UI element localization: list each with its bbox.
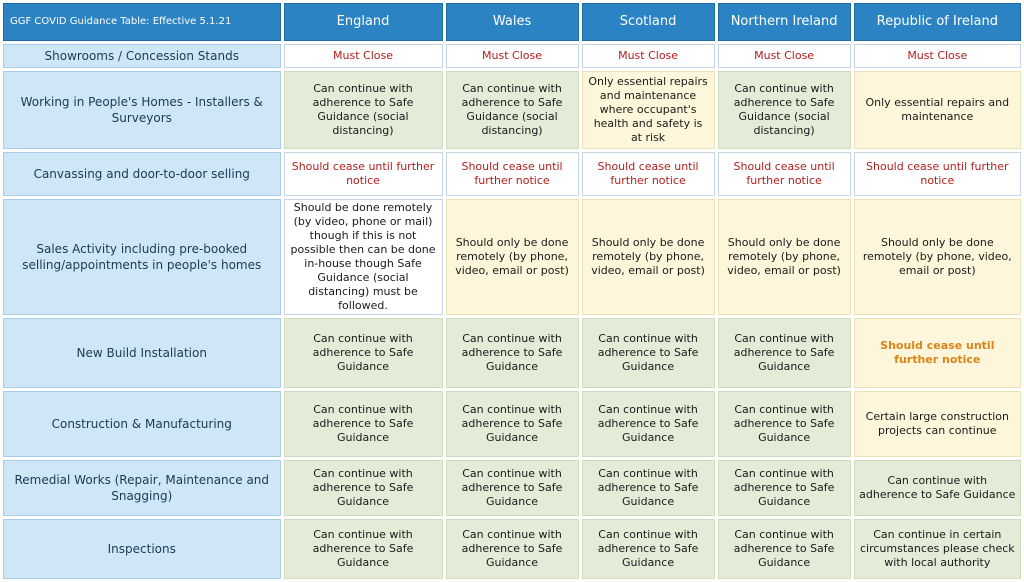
- cell-text: Can continue with adherence to Safe Guidance: [597, 528, 699, 569]
- table-cell: [284, 44, 443, 68]
- table-cell: [446, 71, 579, 149]
- table-cell: [854, 71, 1021, 149]
- cell-text: Can continue with adherence to Safe Guidance: [461, 332, 563, 373]
- table-cell: [284, 152, 443, 196]
- table-row: [3, 391, 1021, 457]
- table-cell: [446, 460, 579, 516]
- cell-text: Should only be done remotely (by phone, video, email or post): [591, 236, 705, 277]
- table-cell: [446, 152, 579, 196]
- table-cell: [854, 391, 1021, 457]
- cell-text: Should only be done remotely (by phone, video, email or post): [727, 236, 841, 277]
- column-header-republic-of-ireland: Republic of Ireland: [854, 3, 1021, 41]
- table-cell: [284, 71, 443, 149]
- cell-text: Must Close: [907, 49, 968, 62]
- table-cell: [446, 44, 579, 68]
- cell-text: Must Close: [333, 49, 393, 62]
- table-cell: [284, 460, 443, 516]
- cell-text: Only essential repairs and maintenance where occupant's health and safety is at risk: [588, 75, 708, 144]
- table-cell: [854, 519, 1021, 579]
- column-header-england: England: [284, 3, 443, 41]
- row-header: Working in People's Homes - Installers & Surveyors: [3, 71, 281, 149]
- cell-text: Should only be done remotely (by phone, video, email or post): [455, 236, 569, 277]
- cell-text: Should cease until further notice: [597, 160, 699, 187]
- table-cell: [854, 460, 1021, 516]
- table-cell: [582, 199, 715, 315]
- table-cell: [284, 318, 443, 388]
- row-header: New Build Installation: [3, 318, 281, 388]
- cell-text: Can continue with adherence to Safe Guidance (social distancing): [461, 82, 563, 137]
- table-cell: [582, 519, 715, 579]
- cell-text: Can continue with adherence to Safe Guidance: [733, 528, 835, 569]
- cell-text: Can continue with adherence to Safe Guidance: [461, 528, 563, 569]
- table-cell: [582, 152, 715, 196]
- table-cell: [854, 44, 1021, 68]
- cell-text: Can continue with adherence to Safe Guidance (social distancing): [312, 82, 414, 137]
- table-cell: [582, 318, 715, 388]
- row-header: Canvassing and door-to-door selling: [3, 152, 281, 196]
- table-row: [3, 460, 1021, 516]
- cell-text: Can continue with adherence to Safe Guidance: [461, 467, 563, 508]
- table-cell: [718, 318, 851, 388]
- cell-text: Must Close: [754, 49, 815, 62]
- cell-text: Should be done remotely (by video, phone or mail) though if this is not possible then can be done in-house though Safe Guidance (social distancing) must be followed.: [290, 201, 436, 312]
- column-header-northern-ireland: Northern Ireland: [718, 3, 851, 41]
- column-header-scotland: Scotland: [582, 3, 715, 41]
- table-cell: [582, 71, 715, 149]
- table-cell: [446, 391, 579, 457]
- cell-text: Can continue with adherence to Safe Guidance: [312, 332, 414, 373]
- cell-text: Should only be done remotely (by phone, video, email or post): [862, 236, 1012, 277]
- table-row: [3, 71, 1021, 149]
- cell-text: Can continue with adherence to Safe Guidance: [312, 403, 414, 444]
- cell-text: Can continue with adherence to Safe Guidance: [733, 403, 835, 444]
- cell-text: Should cease until further notice: [461, 160, 563, 187]
- table-cell: [284, 519, 443, 579]
- row-header: Showrooms / Concession Stands: [3, 44, 281, 68]
- cell-text: Can continue with adherence to Safe Guidance: [733, 332, 835, 373]
- table-cell: [854, 152, 1021, 196]
- cell-text: Can continue in certain circumstances please check with local authority: [859, 528, 1015, 569]
- row-header: Construction & Manufacturing: [3, 391, 281, 457]
- cell-text: Can continue with adherence to Safe Guidance: [597, 332, 699, 373]
- table-title: GGF COVID Guidance Table: Effective 5.1.21: [3, 3, 281, 41]
- cell-text: Can continue with adherence to Safe Guidance: [312, 528, 414, 569]
- table-cell: [854, 318, 1021, 388]
- table-cell: [718, 152, 851, 196]
- table-cell: [284, 199, 443, 315]
- table-cell: [718, 71, 851, 149]
- table-body: [3, 44, 1021, 579]
- table-cell: [446, 519, 579, 579]
- table-cell: [718, 519, 851, 579]
- table-cell: [718, 44, 851, 68]
- table-cell: [446, 318, 579, 388]
- table-cell: [284, 391, 443, 457]
- table-cell: [582, 460, 715, 516]
- table-cell: [582, 391, 715, 457]
- table-cell: [854, 199, 1021, 315]
- cell-text: Can continue with adherence to Safe Guidance: [461, 403, 563, 444]
- cell-text: Can continue with adherence to Safe Guidance: [597, 403, 699, 444]
- cell-text: Should cease until further notice: [291, 160, 435, 187]
- row-header: Inspections: [3, 519, 281, 579]
- cell-text: Can continue with adherence to Safe Guidance (social distancing): [733, 82, 835, 137]
- table-row: [3, 519, 1021, 579]
- table-row: [3, 199, 1021, 315]
- table-row: [3, 44, 1021, 68]
- cell-text: Can continue with adherence to Safe Guidance: [597, 467, 699, 508]
- table-cell: [582, 44, 715, 68]
- table-cell: [718, 391, 851, 457]
- cell-text: Must Close: [482, 49, 543, 62]
- cell-text: Certain large construction projects can continue: [865, 410, 1009, 437]
- column-header-wales: Wales: [446, 3, 579, 41]
- header-row: [3, 3, 1021, 41]
- table-cell: [718, 199, 851, 315]
- row-header: Remedial Works (Repair, Maintenance and Snagging): [3, 460, 281, 516]
- cell-text: Should cease until further notice: [866, 160, 1009, 187]
- row-header: Sales Activity including pre-booked selling/appointments in people's homes: [3, 199, 281, 315]
- cell-text: Must Close: [618, 49, 679, 62]
- cell-text: Should cease until further notice: [880, 339, 995, 366]
- table-cell: [718, 460, 851, 516]
- cell-text: Only essential repairs and maintenance: [865, 96, 1010, 123]
- cell-text: Should cease until further notice: [733, 160, 835, 187]
- cell-text: Can continue with adherence to Safe Guidance: [859, 474, 1016, 501]
- cell-text: Can continue with adherence to Safe Guidance: [312, 467, 414, 508]
- table-cell: [446, 199, 579, 315]
- table-row: [3, 152, 1021, 196]
- table-row: [3, 318, 1021, 388]
- cell-text: Can continue with adherence to Safe Guidance: [733, 467, 835, 508]
